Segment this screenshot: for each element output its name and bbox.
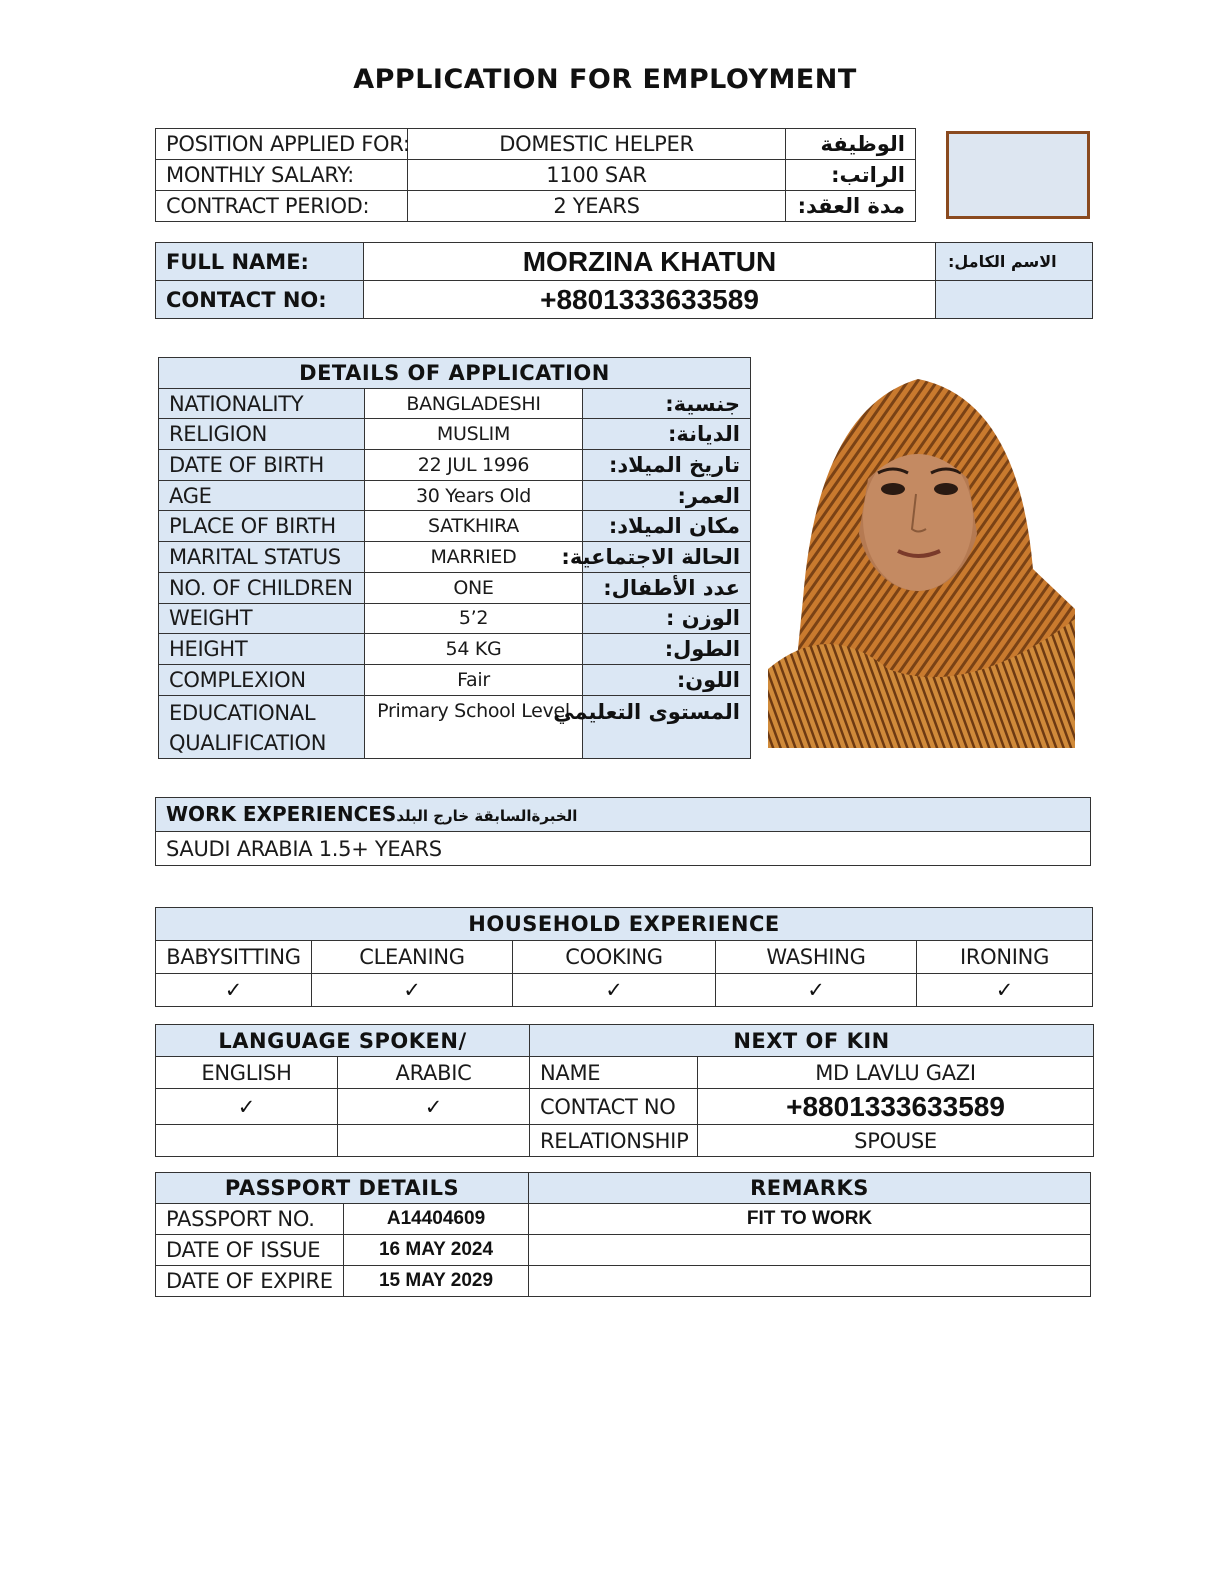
remarks-empty-cell bbox=[529, 1235, 1091, 1266]
language-empty-cell bbox=[338, 1125, 530, 1157]
expire-date-label: DATE OF EXPIRE bbox=[156, 1266, 344, 1297]
nationality-arabic: جنسية: bbox=[583, 388, 751, 419]
full-name-label: FULL NAME: bbox=[156, 243, 364, 281]
expire-date-value: 15 MAY 2029 bbox=[344, 1266, 529, 1297]
passport-no-value: A14404609 bbox=[344, 1204, 529, 1235]
table-row bbox=[159, 388, 751, 419]
work-entry: SAUDI ARABIA 1.5+ YEARS bbox=[156, 832, 1091, 866]
remarks-value: FIT TO WORK bbox=[529, 1204, 1091, 1235]
weight-label: WEIGHT bbox=[159, 603, 365, 634]
religion-label: RELIGION bbox=[159, 419, 365, 450]
kin-name-value: MD LAVLU GAZI bbox=[698, 1057, 1094, 1089]
language-header: LANGUAGE SPOKEN/ bbox=[156, 1025, 530, 1057]
passport-remarks-table bbox=[155, 1172, 1091, 1297]
complexion-value: Fair bbox=[365, 664, 583, 695]
salary-value: 1100 SAR bbox=[408, 160, 786, 191]
pob-arabic: مكان الميلاد: bbox=[583, 511, 751, 542]
dob-label: DATE OF BIRTH bbox=[159, 450, 365, 481]
full-name-row bbox=[156, 243, 1093, 281]
language-kin-table bbox=[155, 1024, 1094, 1157]
education-arabic: المستوى التعليمي bbox=[583, 695, 751, 758]
weight-value: 5’2 bbox=[365, 603, 583, 634]
height-label: HEIGHT bbox=[159, 634, 365, 665]
education-label-cell bbox=[159, 695, 365, 758]
passport-no-label: PASSPORT NO. bbox=[156, 1204, 344, 1235]
table-row bbox=[159, 572, 751, 603]
nationality-label: NATIONALITY bbox=[159, 388, 365, 419]
language-english: ENGLISH bbox=[156, 1057, 338, 1089]
issue-date-value: 16 MAY 2024 bbox=[344, 1235, 529, 1266]
check-icon: ✓ bbox=[156, 1089, 338, 1125]
dob-value: 22 JUL 1996 bbox=[365, 450, 583, 481]
household-babysitting: BABYSITTING bbox=[156, 941, 312, 974]
kin-relationship-label: RELATIONSHIP bbox=[530, 1125, 698, 1157]
check-icon: ✓ bbox=[716, 974, 917, 1007]
education-value: Primary School Level bbox=[365, 695, 583, 758]
language-empty-cell bbox=[156, 1125, 338, 1157]
applicant-photo bbox=[768, 369, 1075, 748]
identity-table bbox=[155, 242, 1093, 319]
remarks-header: REMARKS bbox=[529, 1173, 1091, 1204]
pob-label: PLACE OF BIRTH bbox=[159, 511, 365, 542]
details-header: DETAILS OF APPLICATION bbox=[159, 358, 751, 389]
children-label: NO. OF CHILDREN bbox=[159, 572, 365, 603]
check-icon: ✓ bbox=[156, 974, 312, 1007]
contact-row bbox=[156, 281, 1093, 319]
position-label: POSITION APPLIED FOR: bbox=[156, 129, 408, 160]
page-title: APPLICATION FOR EMPLOYMENT bbox=[353, 64, 857, 95]
age-label: AGE bbox=[159, 480, 365, 511]
contract-label: CONTRACT PERIOD: bbox=[156, 191, 408, 222]
children-arabic: عدد الأطفال: bbox=[583, 572, 751, 603]
kin-name-label: NAME bbox=[530, 1057, 698, 1089]
weight-arabic: الوزن : bbox=[583, 603, 751, 634]
kin-header: NEXT OF KIN bbox=[530, 1025, 1094, 1057]
household-cleaning: CLEANING bbox=[312, 941, 513, 974]
contact-arabic-cell bbox=[936, 281, 1093, 319]
religion-value: MUSLIM bbox=[365, 419, 583, 450]
salary-row bbox=[156, 160, 916, 191]
contract-value: 2 YEARS bbox=[408, 191, 786, 222]
salary-arabic: الراتب: bbox=[786, 160, 916, 191]
marital-value: MARRIED bbox=[365, 542, 583, 573]
complexion-arabic: اللون: bbox=[583, 664, 751, 695]
table-row bbox=[159, 664, 751, 695]
marital-label: MARITAL STATUS bbox=[159, 542, 365, 573]
position-table bbox=[155, 128, 916, 222]
check-icon: ✓ bbox=[338, 1089, 530, 1125]
table-row bbox=[159, 634, 751, 665]
household-washing: WASHING bbox=[716, 941, 917, 974]
details-table bbox=[158, 357, 751, 759]
household-items-row bbox=[156, 941, 1093, 974]
household-cooking: COOKING bbox=[513, 941, 716, 974]
table-row bbox=[159, 450, 751, 481]
kin-relationship-value: SPOUSE bbox=[698, 1125, 1094, 1157]
education-label-line-2: QUALIFICATION bbox=[169, 730, 327, 755]
check-icon: ✓ bbox=[312, 974, 513, 1007]
education-label-line-1: EDUCATIONAL bbox=[169, 700, 316, 725]
complexion-label: COMPLEXION bbox=[159, 664, 365, 695]
household-header: HOUSEHOLD EXPERIENCE bbox=[156, 908, 1093, 941]
language-arabic: ARABIC bbox=[338, 1057, 530, 1089]
religion-arabic: الديانة: bbox=[583, 419, 751, 450]
household-checks-row bbox=[156, 974, 1093, 1007]
passport-header: PASSPORT DETAILS bbox=[156, 1173, 529, 1204]
position-arabic: الوظيفة bbox=[786, 129, 916, 160]
kin-contact-label: CONTACT NO bbox=[530, 1089, 698, 1125]
full-name-value: MORZINA KHATUN bbox=[364, 243, 936, 281]
table-row bbox=[159, 419, 751, 450]
salary-label: MONTHLY SALARY: bbox=[156, 160, 408, 191]
children-value: ONE bbox=[365, 572, 583, 603]
position-value: DOMESTIC HELPER bbox=[408, 129, 786, 160]
nationality-value: BANGLADESHI bbox=[365, 388, 583, 419]
household-table bbox=[155, 907, 1093, 1007]
work-header bbox=[156, 798, 1091, 832]
full-name-arabic: الاسم الكامل: bbox=[936, 243, 1093, 281]
table-row bbox=[159, 695, 751, 758]
work-experience-table bbox=[155, 797, 1091, 866]
height-arabic: الطول: bbox=[583, 634, 751, 665]
table-row bbox=[159, 511, 751, 542]
marital-arabic: الحالة الاجتماعية: bbox=[583, 542, 751, 573]
kin-contact-value: +8801333633589 bbox=[698, 1089, 1094, 1125]
work-header-label: WORK EXPERIENCES bbox=[166, 802, 397, 826]
height-value: 54 KG bbox=[365, 634, 583, 665]
remarks-empty-cell bbox=[529, 1266, 1091, 1297]
check-icon: ✓ bbox=[917, 974, 1093, 1007]
table-row bbox=[159, 542, 751, 573]
check-icon: ✓ bbox=[513, 974, 716, 1007]
dob-arabic: تاريخ الميلاد: bbox=[583, 450, 751, 481]
photo-frame bbox=[946, 131, 1090, 219]
age-value: 30 Years Old bbox=[365, 480, 583, 511]
issue-date-label: DATE OF ISSUE bbox=[156, 1235, 344, 1266]
position-row bbox=[156, 129, 916, 160]
household-ironing: IRONING bbox=[917, 941, 1093, 974]
age-arabic: العمر: bbox=[583, 480, 751, 511]
contract-arabic: مدة العقد: bbox=[786, 191, 916, 222]
contact-label: CONTACT NO: bbox=[156, 281, 364, 319]
table-row bbox=[159, 603, 751, 634]
contact-value: +8801333633589 bbox=[364, 281, 936, 319]
work-header-arabic: الخبرةالسابقة خارج البلد bbox=[396, 807, 578, 825]
table-row bbox=[159, 480, 751, 511]
pob-value: SATKHIRA bbox=[365, 511, 583, 542]
contract-row bbox=[156, 191, 916, 222]
